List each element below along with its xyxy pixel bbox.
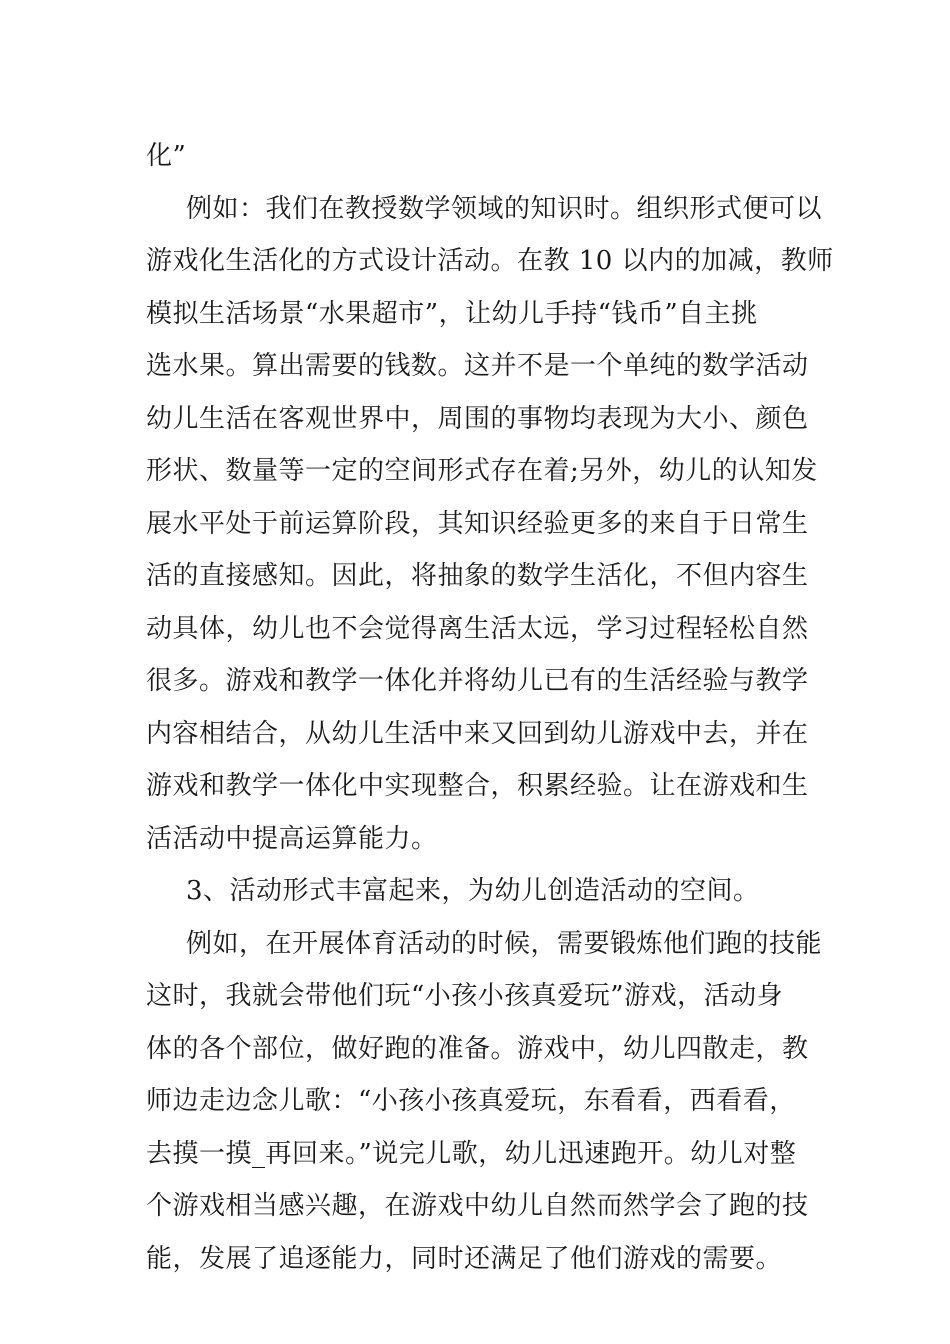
text-line: 选水果。算出需要的钱数。这并不是一个单纯的数学活动	[146, 351, 809, 381]
text-line: 动具体，幼儿也不会觉得离生活太远，学习过程轻松自然	[146, 613, 809, 644]
text-line: 展水平处于前运算阶段，其知识经验更多的来自于日常生	[146, 508, 809, 539]
text-line: 游戏化生活化的方式设计活动。在教 10 以内的加减，教师	[146, 246, 834, 276]
document-body	[146, 130, 834, 1285]
text-line: 很多。游戏和教学一体化并将幼儿已有的生活经验与教学	[146, 666, 809, 696]
text-line: 体的各个部位，做好跑的准备。游戏中，幼儿四散走，教	[146, 1033, 809, 1064]
text-line: 个游戏相当感兴趣，在游戏中幼儿自然而然学会了跑的技	[146, 1191, 809, 1221]
text-line: 模拟生活场景“水果超市”，让幼儿手持“钱币”自主挑	[146, 298, 758, 329]
text-line: 游戏和教学一体化中实现整合，积累经验。让在游戏和生	[146, 771, 809, 801]
paragraph-start-line: 例如，在开展体育活动的时候，需要锻炼他们跑的技能	[186, 928, 823, 959]
paragraph-start-line: 例如：我们在教授数学领域的知识时。组织形式便可以	[186, 193, 823, 224]
text-line: 师边走边念儿歌：“小孩小孩真爱玩，东看看，西看看，	[146, 1086, 796, 1116]
text-line: 形状、数量等一定的空间形式存在着;另外，幼儿的认知发	[146, 456, 818, 486]
text-line: 内容相结合，从幼儿生活中来又回到幼儿游戏中去，并在	[146, 718, 809, 749]
text-line: 活活动中提高运算能力。	[146, 823, 438, 854]
text-line: 幼儿生活在客观世界中，周围的事物均表现为大小、颜色	[146, 403, 809, 434]
text-line: 化”	[146, 141, 187, 171]
section-heading: 3、活动形式丰富起来，为幼儿创造活动的空间。	[186, 876, 760, 906]
text-line: 能，发展了追逐能力，同时还满足了他们游戏的需要。	[146, 1243, 783, 1274]
text-line: 活的直接感知。因此，将抽象的数学生活化，不但内容生	[146, 561, 809, 591]
text-line: 去摸一摸_再回来。”说完儿歌，幼儿迅速跑开。幼儿对整	[146, 1138, 797, 1169]
text-line: 这时，我就会带他们玩“小孩小孩真爱玩”游戏，活动身	[146, 981, 784, 1011]
